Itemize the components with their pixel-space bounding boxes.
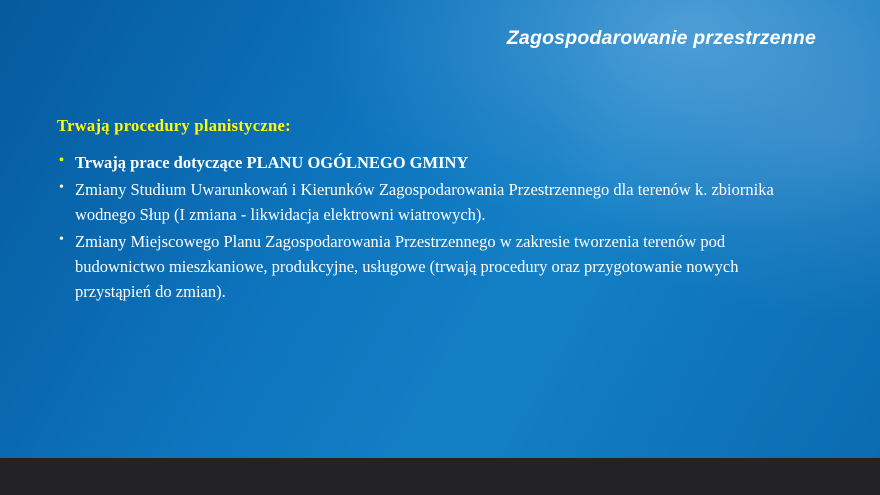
slide-footer-bar	[0, 458, 880, 495]
list-item-label: Zmiany Miejscowego Planu Zagospodarowania Przestrzennego w zakresie tworzenia terenów pod budownictwo mieszkaniowe, produkcyjne, usługowe (trwają procedury oraz przygotowanie nowych przystąpień do zmian).	[75, 232, 739, 302]
list-item-label: Trwają prace dotyczące PLANU OGÓLNEGO GMINY	[75, 152, 469, 172]
list-item	[57, 150, 817, 175]
list-item-label: Zmiany Studium Uwarunkowań i Kierunków Zagospodarowania Przestrzennego dla terenów k. zbiornika wodnego Słup (I zmiana - likwidacja elektrowni wiatrowych).	[75, 179, 774, 224]
list-item	[57, 229, 817, 304]
list-item	[57, 177, 817, 227]
bullet-list	[57, 150, 817, 304]
page-title: Zagospodarowanie przestrzenne	[506, 27, 816, 49]
body-heading: Trwają procedury planistyczne:	[57, 116, 291, 135]
slide-body	[57, 116, 817, 306]
